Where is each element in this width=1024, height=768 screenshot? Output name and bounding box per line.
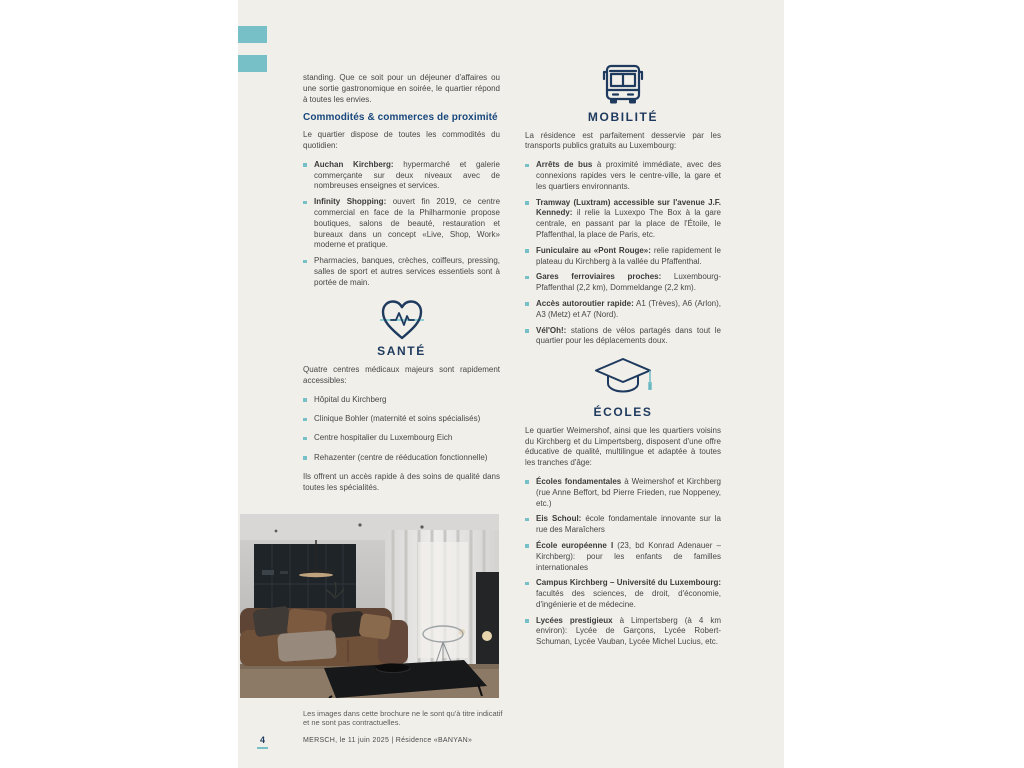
right-column (525, 62, 721, 658)
list-item (303, 395, 500, 406)
graduation-cap-icon (593, 357, 653, 401)
sante-icon-wrap (303, 299, 500, 345)
intro-continuation-paragraph: standing. Que ce soit pour un déjeuner d'affaires ou une sortie gastronomique en soirée, le quartier répond à toutes les envies. (303, 73, 500, 104)
bullet-text: Clinique Bohler (maternité et soins spécialisés) (314, 414, 481, 424)
list-item (303, 256, 500, 288)
bullet-square-icon (525, 619, 529, 623)
bullet-square-icon (303, 398, 307, 402)
bullet-text: Rehazenter (centre de rééducation fonctionnelle) (314, 452, 488, 462)
bullet-text: Pharmacies, banques, crèches, coiffeurs, pressing, salles de sport et autres services essentiels sont à portée de main. (314, 256, 500, 287)
bullet-lead: Funiculaire au «Pont Rouge»: (536, 245, 651, 255)
bullet-text: à Limpertsberg (à 4 km environ): Lycée de Garçons, Lycée Robert-Schuman, Lycée Vauban, Lycée Michel Lucius, etc. (536, 615, 721, 647)
bullet-lead: Auchan Kirchberg: (314, 159, 394, 169)
sante-list (303, 395, 500, 464)
bullet-text: à Weimershof et Kirchberg (rue Anne Beffort, bd Pierre Frieden, rue Noppeney, etc.) (536, 476, 722, 508)
bullet-text: Hôpital du Kirchberg (314, 394, 387, 404)
bullet-text: facultés des sciences, de droit, d'économie, d'ingénierie et de médecine. (536, 589, 721, 609)
list-item (525, 541, 721, 573)
list-item (525, 160, 721, 192)
bullet-text: A1 (Trèves), A6 (Arlon), A3 (Metz) et A7 (Nord). (536, 298, 721, 319)
list-item (525, 299, 721, 321)
mobilite-icon-wrap (525, 62, 721, 110)
bullet-square-icon (525, 302, 529, 306)
bullet-text: (23, bd Konrad Adenauer – Kirchberg): pour les enfants de familles internationales (536, 540, 721, 572)
bullet-square-icon (303, 418, 307, 422)
list-item (303, 414, 500, 425)
list-item (525, 272, 721, 294)
bullet-square-icon (303, 163, 307, 167)
bullet-lead: Arrêts de bus (536, 160, 593, 170)
ecoles-icon-wrap (525, 357, 721, 405)
bullet-square-icon (525, 249, 529, 253)
commodites-heading: Commodités & commerces de proximité (303, 112, 498, 124)
mobilite-heading: MOBILITÉ (587, 109, 659, 124)
bullet-square-icon (525, 276, 529, 280)
list-item (303, 160, 500, 192)
bullet-lead: Écoles fondamentales (536, 476, 622, 486)
page-number-underline (257, 747, 268, 749)
list-item (525, 578, 721, 610)
bullet-text: ouvert fin 2019, ce centre commercial en face de la Philharmonie propose boutiques, salons de beauté, restauration et bureaux dans un concept «Live, Shop, Work» moderne et pratique. (314, 197, 501, 250)
mobilite-list (525, 160, 721, 347)
mobilite-intro: La résidence est parfaitement desservie par les transports publics gratuits au Luxembourg: (525, 130, 721, 151)
page-number: 4 (260, 735, 266, 745)
bullet-text: stations de vélos partagés dans tout le quartier pour les déplacements doux. (536, 325, 721, 346)
list-item (525, 246, 721, 268)
bullet-lead: Tramway (Luxtram) accessible sur l'avenue J.F. Kennedy: (536, 197, 721, 218)
left-column (303, 73, 500, 494)
bullet-square-icon (525, 544, 529, 548)
bullet-lead: Campus Kirchberg – Université du Luxembourg: (536, 578, 721, 588)
bullet-text: hypermarché et galerie commerçante sur deux niveaux avec de nombreuses enseignes et services. (314, 159, 500, 191)
bullet-square-icon (525, 329, 529, 333)
sante-heading: SANTÉ (377, 344, 426, 359)
bullet-square-icon (525, 164, 529, 168)
bullet-text: relie rapidement le plateau du Kirchberg à la vallée du Pfaffenthal. (536, 245, 721, 266)
sante-intro: Quatre centres médicaux majeurs sont rapidement accessibles: (303, 365, 500, 385)
bullet-lead: Eis Schoul: (536, 514, 582, 524)
bullet-square-icon (525, 582, 529, 586)
commodites-intro: Le quartier dispose de toutes les commodités du quotidien: (303, 130, 500, 150)
bullet-lead: Vél'Oh!: (536, 325, 567, 335)
interior-photo (240, 514, 499, 698)
heart-pulse-icon (379, 299, 425, 341)
bullet-square-icon (525, 201, 529, 205)
bullet-square-icon (303, 260, 307, 264)
bullet-lead: Gares ferroviaires proches: (536, 272, 662, 282)
bullet-text: Luxembourg-Pfaffenthal (2,2 km), Dommeldange (2,2 km). (536, 272, 722, 293)
bullet-lead: Lycées prestigieux (536, 615, 613, 625)
teal-decor-block-top (238, 26, 267, 43)
sante-outro: Ils offrent un accès rapide à des soins de qualité dans toutes les spécialités. (303, 471, 500, 492)
bullet-lead: Infinity Shopping: (314, 197, 387, 207)
list-item (303, 197, 500, 251)
list-item (525, 198, 721, 241)
footer-text: MERSCH, le 11 juin 2025 | Résidence «BANYAN» (303, 737, 473, 744)
list-item (525, 616, 721, 648)
bullet-square-icon (303, 456, 307, 460)
bullet-text: à proximité immédiate, avec des connexions rapides vers le centre-ville, la gare et les quartiers environnants. (536, 160, 721, 191)
list-item (303, 433, 500, 444)
commodites-list (303, 160, 500, 289)
list-item (525, 477, 721, 509)
ecoles-list (525, 477, 721, 648)
bullet-lead: Accès autoroutier rapide: (536, 298, 634, 308)
list-item (525, 326, 721, 348)
ecoles-heading: ÉCOLES (593, 404, 653, 419)
list-item (525, 514, 721, 536)
teal-decor-block-bottom (238, 55, 267, 72)
brochure-page (238, 0, 784, 768)
bullet-text: école fondamentale innovante sur la rue des Maraîchers (536, 514, 721, 535)
ecoles-intro: Le quartier Weimershof, ainsi que les quartiers voisins du Kirchberg et du Limpertsberg, disposent d'une offre éducative de qualité, multilingue et adaptée à toutes les tranches d'âge: (525, 425, 721, 468)
bullet-square-icon (303, 437, 307, 441)
bullet-lead: École européenne I (536, 540, 614, 550)
list-item (303, 453, 500, 464)
photo-caption: Les images dans cette brochure ne le sont qu'à titre indicatif et ne sont pas contractuelles. (303, 708, 503, 728)
bullet-text: il relie la Luxexpo The Box à la gare centrale, en passant par la place de l'Étoile, le Pfaffenthal, la place de Paris, etc. (536, 208, 721, 239)
bullet-text: Centre hospitalier du Luxembourg Eich (314, 433, 453, 443)
bullet-square-icon (525, 518, 529, 522)
bullet-square-icon (525, 480, 529, 484)
bullet-square-icon (303, 201, 307, 205)
bus-icon (600, 62, 646, 106)
